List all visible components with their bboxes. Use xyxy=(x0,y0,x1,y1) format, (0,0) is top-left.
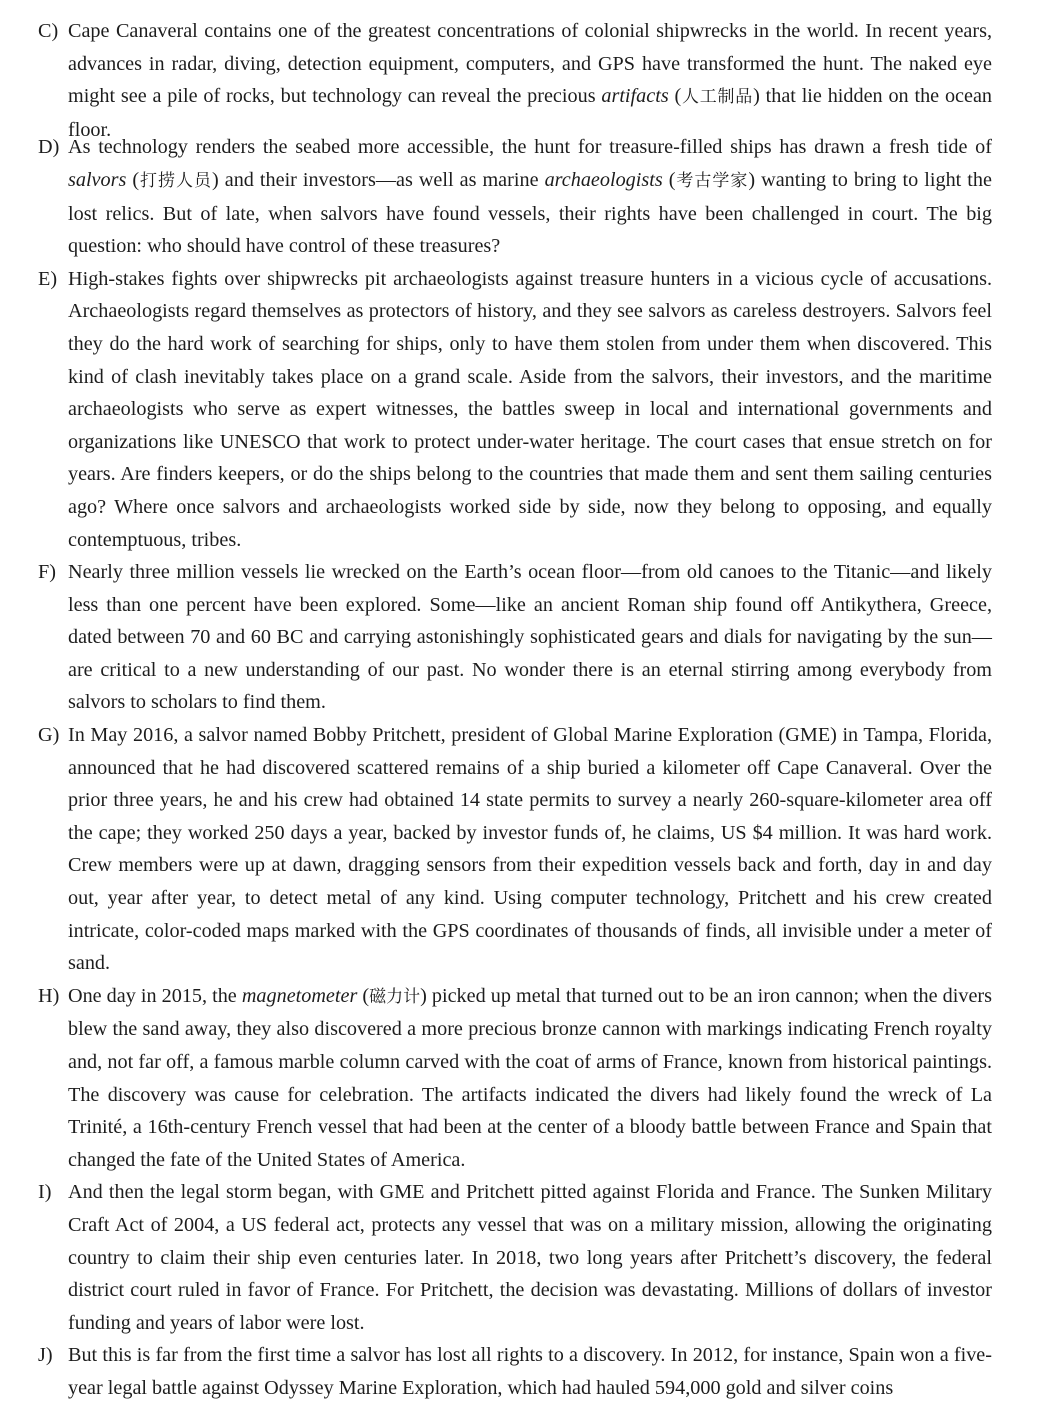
chinese-gloss: 打捞人员 xyxy=(139,170,212,191)
paragraph-j xyxy=(0,1339,1037,1404)
paragraph-label: G) xyxy=(38,724,60,747)
paragraph-text xyxy=(68,263,992,556)
chinese-gloss: 人工制品 xyxy=(681,87,754,108)
italic-term: magnetometer xyxy=(241,984,358,1007)
paragraph-i xyxy=(0,1176,1037,1339)
text-segment: One day in 2015, the xyxy=(68,984,242,1007)
paragraph-text xyxy=(68,980,992,1177)
text-segment: ( xyxy=(126,168,140,191)
paragraph-label: I) xyxy=(38,1181,52,1204)
paragraph-f xyxy=(0,556,1037,719)
text-segment: ) and their investors—as well as marine xyxy=(211,168,545,191)
paragraph-e xyxy=(0,263,1037,556)
text-segment: ( xyxy=(668,85,682,108)
text-segment: High-stakes fights over shipwrecks pit archaeologists against treasure hunters in a vicious cycle of accusations. Archaeologists regard themselves as protectors of history, and they see salvors as careless destroyers. Salvors feel they do the hard work of searching for ships, only to have them stolen from under them when discovered. This kind of clash inevitably takes place on a grand scale. Aside from the salvors, their investors, and the maritime archaeologists who serve as expert witnesses, the battles sweep in local and international governments and organizations like UNESCO that work to protect under-water heritage. The court cases that ensue stretch on for years. Are finders keepers, or do the ships belong to the countries that made them and sent them sailing centuries ago? Where once salvors and archaeologists worked side by side, now they belong to opposing, and equally contemptuous, tribes. xyxy=(68,267,992,551)
text-segment: ) wanting to bring to light the lost relics. But of late, when salvors have found vessels, their rights have been challenged in court. The big question: who should have control of these treasures? xyxy=(68,168,992,258)
paragraph-h xyxy=(0,980,1037,1177)
paragraph-text xyxy=(68,1176,992,1339)
paragraph-g xyxy=(0,719,1037,980)
italic-term: archaeologists xyxy=(544,168,663,191)
text-segment: Cape Canaveral contains one of the greatest concentrations of colonial shipwrecks in the world. In recent years, advances in radar, diving, detection equipment, computers, and GPS have transformed the hunt. The naked eye might see a pile of rocks, but technology can reveal the precious xyxy=(68,20,992,108)
text-segment: But this is far from the first time a salvor has lost all rights to a discovery. In 2012, for instance, Spain won a five-year legal battle against Odyssey Marine Exploration, which had hauled 594,000 gold and silver coins xyxy=(68,1344,992,1399)
text-segment: ) that lie hidden on the ocean floor. xyxy=(68,85,993,141)
paragraph-text xyxy=(68,131,992,262)
paragraph-label: F) xyxy=(38,561,56,584)
paragraph-d xyxy=(0,131,1037,262)
paragraph-label: C) xyxy=(38,20,59,42)
italic-term: artifacts xyxy=(601,85,669,108)
paragraph-text xyxy=(68,15,992,146)
paragraph-text xyxy=(68,719,992,980)
italic-term: salvors xyxy=(68,168,127,191)
chinese-gloss: 考古学家 xyxy=(675,170,749,191)
text-segment: ( xyxy=(357,984,370,1007)
paragraph-label: H) xyxy=(38,984,60,1007)
paragraph-label: J) xyxy=(38,1344,53,1367)
paragraph-label: D) xyxy=(38,136,60,159)
text-segment: ) picked up metal that turned out to be an iron cannon; when the divers blew the sand away, they also discovered a more precious bronze cannon with markings indicating French royalty and, not far off, a famous marble column carved with the coat of arms of France, known from historical paintings. The discovery was cause for celebration. The artifacts indicated the divers had likely found the wreck of La Trinité, a 16th-century French vessel that had been at the center of a bloody battle between France and Spain that changed the fate of the United States of America. xyxy=(68,984,992,1171)
paragraph-text xyxy=(68,556,992,719)
text-segment: And then the legal storm began, with GME and Pritchett pitted against Florida and France. The Sunken Military Craft Act of 2004, a US federal act, protects any vessel that was on a military mission, allowing the originating country to claim their ship even centuries later. In 2018, two long years after Pritchett’s discovery, the federal district court ruled in favor of France. For Pritchett, the decision was devastating. Millions of dollars of investor funding and years of labor were lost. xyxy=(68,1181,992,1334)
text-segment: Nearly three million vessels lie wrecked on the Earth’s ocean floor—from old canoes to the Titanic—and likely less than one percent have been explored. Some—like an ancient Roman ship found off Antikythera, Greece, dated between 70 and 60 BC and carrying astonishingly sophisticated gears and dials for navigating by the sun—are critical to a new understanding of our past. No wonder there is an eternal stirring among everybody from salvors to scholars to find them. xyxy=(68,561,992,714)
text-segment: As technology renders the seabed more accessible, the hunt for treasure-filled ships has drawn a fresh tide of xyxy=(68,136,992,159)
paragraph-c xyxy=(0,15,1037,146)
paragraph-text xyxy=(68,1339,992,1404)
paragraph-label: E) xyxy=(38,267,58,290)
text-segment: In May 2016, a salvor named Bobby Pritchett, president of Global Marine Exploration (GME) in Tampa, Florida, announced that he had discovered scattered remains of a ship buried a kilometer off Cape Canaveral. Over the prior three years, he and his crew had obtained 14 state permits to survey a nearly 260-square-kilometer area off the cape; they worked 250 days a year, backed by investor funds of, he claims, US $4 million. It was hard work. Crew members were up at dawn, dragging sensors from their expedition vessels back and forth, day in and day out, year after year, to detect metal of any kind. Using computer technology, Pritchett and his crew created intricate, color-coded maps marked with the GPS coordinates of thousands of finds, all invisible under a meter of sand. xyxy=(68,724,992,975)
text-segment: ( xyxy=(662,168,676,191)
chinese-gloss: 磁力计 xyxy=(369,986,421,1007)
